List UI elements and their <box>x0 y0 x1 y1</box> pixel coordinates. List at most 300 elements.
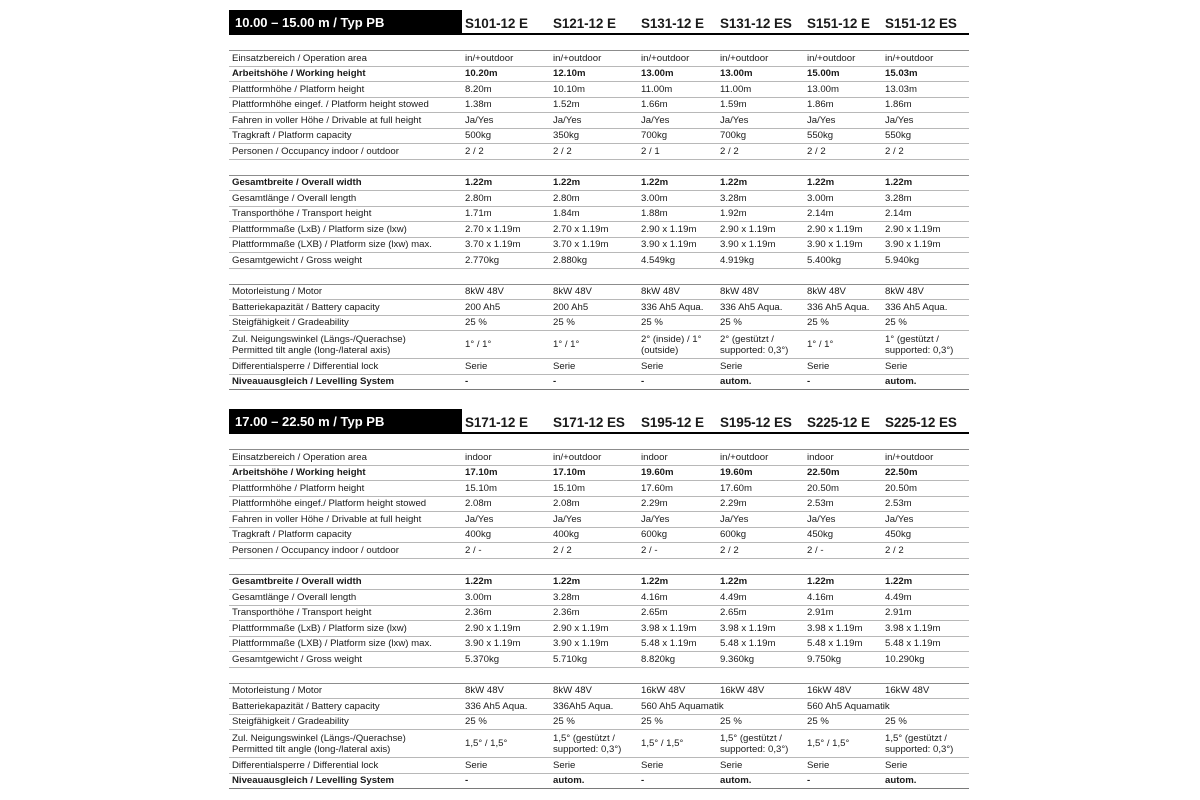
model-column-header: S171-12 E <box>462 409 551 434</box>
spec-row <box>229 590 969 606</box>
spec-value: 3.28m <box>553 591 580 603</box>
spec-value: 2.29m <box>641 498 668 509</box>
spec-value: 5.940kg <box>885 254 920 266</box>
spec-value: Ja/Yes <box>807 114 836 126</box>
spec-value: 25 % <box>465 716 487 727</box>
model-column-header: S131-12 ES <box>718 10 805 35</box>
spec-value: in/+outdoor <box>720 451 769 463</box>
spec-value: 25 % <box>641 716 663 727</box>
spec-value: 600kg <box>641 529 668 540</box>
spec-value: 9.360kg <box>720 653 755 665</box>
spec-value: - <box>465 775 469 786</box>
spec-label: Plattformmaße (LXB) / Platform size (lxw) max. <box>232 239 432 250</box>
spec-value: 1.52m <box>553 99 580 110</box>
spec-row <box>229 285 969 301</box>
spec-value: autom. <box>720 775 752 786</box>
spec-value: 2 / - <box>641 544 658 556</box>
spec-value: 8kW 48V <box>465 685 504 696</box>
spec-label: Transporthöhe / Transport height <box>232 208 372 219</box>
spec-value: 1° / 1° <box>807 339 834 350</box>
spec-value: 500kg <box>465 130 492 141</box>
spec-value: 1,5° / 1,5° <box>641 738 684 749</box>
spec-value: 13.03m <box>885 83 917 95</box>
spec-label: Personen / Occupancy indoor / outdoor <box>232 145 399 157</box>
spec-value: 8kW 48V <box>553 286 592 297</box>
spec-value: 11.00m <box>720 83 752 95</box>
spec-value: 2.90 x 1.19m <box>465 622 521 634</box>
spec-value: 1,5° / 1,5° <box>807 738 850 749</box>
spec-value: - <box>641 775 645 786</box>
group-spacer <box>229 434 969 450</box>
spec-row <box>229 359 969 375</box>
spec-value: 2.08m <box>553 498 580 509</box>
spec-value: 336 Ah5 Aqua. <box>885 301 948 313</box>
spec-value: in/+outdoor <box>465 52 514 64</box>
spec-row <box>229 222 969 238</box>
spec-value: 4.16m <box>641 591 668 603</box>
spec-value: Ja/Yes <box>720 513 749 525</box>
spec-table-10-15m <box>229 10 969 390</box>
spec-value: 25 % <box>465 317 487 328</box>
spec-row <box>229 528 969 544</box>
spec-value: 1.66m <box>641 99 668 110</box>
spec-value: 336 Ah5 Aqua. <box>641 301 704 313</box>
spec-label: Tragkraft / Platform capacity <box>232 130 352 141</box>
spec-value: Ja/Yes <box>807 513 836 525</box>
spec-value: 1.22m <box>641 576 669 587</box>
spec-row <box>229 253 969 269</box>
spec-value: 2 / - <box>465 544 482 556</box>
spec-row <box>229 699 969 715</box>
spec-value: Serie <box>553 759 576 771</box>
spec-value: 12.10m <box>553 68 586 79</box>
spec-value: 2.53m <box>807 498 834 509</box>
spec-label: Plattformhöhe / Platform height <box>232 482 365 494</box>
spec-value: 17.60m <box>641 482 673 494</box>
spec-value: 550kg <box>807 130 834 141</box>
spec-value: 20.50m <box>807 482 839 494</box>
spec-row <box>229 176 969 192</box>
spec-value: 1.22m <box>720 177 748 188</box>
spec-value: 25 % <box>807 317 829 328</box>
spec-value: 3.00m <box>641 192 668 204</box>
spec-row <box>229 98 969 114</box>
spec-value: 336Ah5 Aqua. <box>553 700 614 712</box>
spec-value: Serie <box>885 759 908 771</box>
spec-value: 5.400kg <box>807 254 842 266</box>
spec-label: Gesamtlänge / Overall length <box>232 591 357 603</box>
spec-value: 4.919kg <box>720 254 755 266</box>
spec-value: 2 / 1 <box>641 145 660 157</box>
spec-value: 2 / - <box>807 544 824 556</box>
spec-value: 1.22m <box>885 576 913 587</box>
spec-value: 15.03m <box>885 68 918 79</box>
spec-value: 17.60m <box>720 482 752 494</box>
group-spacer <box>229 269 969 285</box>
spec-value: 25 % <box>553 716 575 727</box>
spec-value: 2.36m <box>553 607 580 618</box>
spec-label: Gesamtbreite / Overall width <box>232 576 362 587</box>
model-column-header: S195-12 ES <box>718 409 805 434</box>
spec-value: 1,5° (gestützt / supported: 0,3°) <box>885 732 954 755</box>
spec-value: 450kg <box>807 529 834 540</box>
spec-value: 2.70 x 1.19m <box>465 223 521 235</box>
spec-label: Niveauausgleich / Levelling System <box>232 376 395 387</box>
spec-value: 1,5° / 1,5° <box>465 738 508 749</box>
table-header-row <box>229 10 969 35</box>
spec-row <box>229 331 969 359</box>
spec-row <box>229 191 969 207</box>
spec-value: 2 / 2 <box>885 544 904 556</box>
spec-value: 16kW 48V <box>720 685 765 696</box>
spec-value: 13.00m <box>720 68 753 79</box>
spec-row <box>229 375 969 391</box>
spec-value: 3.90 x 1.19m <box>885 239 941 250</box>
spec-label: Steigfähigkeit / Gradeability <box>232 716 349 727</box>
spec-value: 3.98 x 1.19m <box>807 622 863 634</box>
spec-value: autom. <box>885 775 917 786</box>
spec-value: Ja/Yes <box>465 513 494 525</box>
spec-value: 8kW 48V <box>641 286 680 297</box>
spec-label: Einsatzbereich / Operation area <box>232 451 367 463</box>
spec-row <box>229 497 969 513</box>
spec-value: 10.290kg <box>885 653 925 665</box>
spec-value: 4.16m <box>807 591 834 603</box>
spec-value: 3.90 x 1.19m <box>720 239 776 250</box>
spec-value: 1.22m <box>465 576 493 587</box>
spec-value: 2.08m <box>465 498 492 509</box>
spec-value: 17.10m <box>553 467 586 478</box>
spec-value: in/+outdoor <box>885 52 934 64</box>
spec-value: 3.28m <box>720 192 747 204</box>
spec-value: 10.20m <box>465 68 498 79</box>
spec-value: Ja/Yes <box>885 513 914 525</box>
spec-value: Serie <box>807 759 830 771</box>
spec-value: 5.48 x 1.19m <box>807 638 863 649</box>
spec-value: 550kg <box>885 130 912 141</box>
spec-value: 2.90 x 1.19m <box>641 223 697 235</box>
spec-value: 15.00m <box>807 68 840 79</box>
spec-value: 2.80m <box>553 192 580 204</box>
spec-value: 2 / 2 <box>720 544 739 556</box>
spec-label: Plattformhöhe / Platform height <box>232 83 365 95</box>
spec-value: in/+outdoor <box>641 52 690 64</box>
spec-row <box>229 144 969 160</box>
spec-label: Gesamtlänge / Overall length <box>232 192 357 204</box>
spec-row <box>229 207 969 223</box>
spec-value: 16kW 48V <box>807 685 852 696</box>
spec-value: 2 / 2 <box>465 145 484 157</box>
spec-row <box>229 67 969 83</box>
spec-label: Niveauausgleich / Levelling System <box>232 775 395 786</box>
spec-value: Serie <box>720 759 743 771</box>
spec-value: 2 / 2 <box>807 145 826 157</box>
spec-value: 2 / 2 <box>553 544 572 556</box>
spec-value: 1° (gestützt / supported: 0,3°) <box>885 333 954 356</box>
spec-value: 10.10m <box>553 83 585 95</box>
spec-label: Plattformmaße (LXB) / Platform size (lxw) max. <box>232 638 432 649</box>
spec-row <box>229 606 969 622</box>
spec-value: 3.90 x 1.19m <box>465 638 521 649</box>
spec-value: 1.92m <box>720 208 747 219</box>
spec-value: 8kW 48V <box>553 685 592 696</box>
spec-label: Differentialsperre / Differential lock <box>232 759 379 771</box>
spec-row <box>229 621 969 637</box>
spec-value: in/+outdoor <box>553 52 602 64</box>
spec-value: 5.48 x 1.19m <box>885 638 941 649</box>
spec-row <box>229 129 969 145</box>
spec-label-line: Permitted tilt angle (long-/lateral axis) <box>232 743 391 755</box>
spec-label: Gesamtbreite / Overall width <box>232 177 362 188</box>
spec-value: 8.820kg <box>641 653 676 665</box>
spec-label <box>229 733 462 755</box>
spec-value: 336 Ah5 Aqua. <box>807 301 870 313</box>
spec-value: 4.49m <box>885 591 912 603</box>
spec-value: 1.22m <box>641 177 669 188</box>
spec-value: 5.48 x 1.19m <box>641 638 697 649</box>
spec-value: 2.91m <box>807 607 834 618</box>
model-column-header: S225-12 E <box>805 409 883 434</box>
spec-value: 25 % <box>720 716 742 727</box>
spec-value: 11.00m <box>641 83 673 95</box>
table-title: 10.00 – 15.00 m / Typ PB <box>229 10 462 35</box>
spec-value: 5.48 x 1.19m <box>720 638 776 649</box>
spec-row <box>229 543 969 559</box>
spec-label: Plattformmaße (LxB) / Platform size (lxw) <box>232 622 407 634</box>
spec-value: 19.60m <box>641 467 674 478</box>
spec-value: - <box>641 376 645 387</box>
spec-value: 1° / 1° <box>553 339 580 350</box>
spec-value: 2.90 x 1.19m <box>807 223 863 235</box>
spec-label: Tragkraft / Platform capacity <box>232 529 352 540</box>
spec-value: 700kg <box>720 130 747 141</box>
spec-value: - <box>465 376 469 387</box>
spec-value: 1.22m <box>807 576 835 587</box>
spec-value: 336 Ah5 Aqua. <box>465 700 528 712</box>
spec-value: 3.90 x 1.19m <box>641 239 697 250</box>
model-column-header: S121-12 E <box>551 10 639 35</box>
spec-value: Ja/Yes <box>641 114 670 126</box>
spec-value: Serie <box>885 360 908 372</box>
spec-label: Plattformmaße (LxB) / Platform size (lxw) <box>232 223 407 235</box>
group-spacer <box>229 160 969 176</box>
spec-value: - <box>553 376 557 387</box>
spec-value: 3.00m <box>807 192 834 204</box>
spec-value: autom. <box>553 775 585 786</box>
spec-row <box>229 466 969 482</box>
spec-value: 22.50m <box>885 467 918 478</box>
spec-value: 2.29m <box>720 498 747 509</box>
spec-value: Serie <box>807 360 830 372</box>
spec-value: 1.59m <box>720 99 747 110</box>
spec-label-line: Permitted tilt angle (long-/lateral axis) <box>232 344 391 356</box>
spec-row <box>229 238 969 254</box>
spec-value: 2 / 2 <box>720 145 739 157</box>
spec-value: Serie <box>465 759 488 771</box>
spec-label: Differentialsperre / Differential lock <box>232 360 379 372</box>
spec-label: Fahren in voller Höhe / Drivable at full height <box>232 513 422 525</box>
spec-label: Steigfähigkeit / Gradeability <box>232 317 349 328</box>
model-column-header: S101-12 E <box>462 10 551 35</box>
spec-value: - <box>807 775 811 786</box>
spec-value: 2.65m <box>641 607 668 618</box>
spec-value: 9.750kg <box>807 653 842 665</box>
spec-value: 3.00m <box>465 591 492 603</box>
spec-value: 4.49m <box>720 591 747 603</box>
spec-value: 1,5° (gestützt / supported: 0,3°) <box>720 732 789 755</box>
spec-value: 600kg <box>720 529 747 540</box>
spec-value: 1.22m <box>807 177 835 188</box>
spec-value: Serie <box>641 759 664 771</box>
spec-value: Ja/Yes <box>465 114 494 126</box>
spec-value: 1.22m <box>553 177 581 188</box>
model-column-header: S195-12 E <box>639 409 718 434</box>
spec-label: Motorleistung / Motor <box>232 685 323 696</box>
spec-value: Ja/Yes <box>641 513 670 525</box>
spec-value: 2° (gestützt / supported: 0,3°) <box>720 333 789 356</box>
spec-value: 2.65m <box>720 607 747 618</box>
spec-value: 2.53m <box>885 498 912 509</box>
spec-value: 3.70 x 1.19m <box>553 239 609 250</box>
spec-value: 400kg <box>465 529 492 540</box>
table-header-row <box>229 409 969 434</box>
spec-value: 16kW 48V <box>885 685 930 696</box>
spec-value: 20.50m <box>885 482 917 494</box>
spec-label: Plattformhöhe eingef./ Platform height stowed <box>232 498 427 509</box>
spec-value: 2.90 x 1.19m <box>553 622 609 634</box>
spec-value: 13.00m <box>641 68 674 79</box>
spec-value: 25 % <box>885 716 907 727</box>
spec-table-17-22m <box>229 409 969 789</box>
spec-row <box>229 575 969 591</box>
spec-label-line: Zul. Neigungswinkel (Längs-/Querachse) <box>232 732 406 744</box>
spec-label: Batteriekapazität / Battery capacity <box>232 301 380 313</box>
spec-row <box>229 730 969 758</box>
spec-value: 400kg <box>553 529 580 540</box>
spec-value: - <box>807 376 811 387</box>
spec-row <box>229 652 969 668</box>
spec-value: 2.14m <box>885 208 912 219</box>
spec-value: 560 Ah5 Aquamatik <box>641 700 724 712</box>
spec-label: Gesamtgewicht / Gross weight <box>232 254 363 266</box>
group-spacer <box>229 559 969 575</box>
spec-row <box>229 684 969 700</box>
group-spacer <box>229 668 969 684</box>
spec-value: 25 % <box>720 317 742 328</box>
model-column-header: S131-12 E <box>639 10 718 35</box>
spec-row <box>229 82 969 98</box>
spec-label: Plattformhöhe eingef. / Platform height stowed <box>232 99 429 110</box>
spec-row <box>229 51 969 67</box>
spec-value: 25 % <box>807 716 829 727</box>
spec-label: Batteriekapazität / Battery capacity <box>232 700 380 712</box>
spec-value: in/+outdoor <box>553 451 602 463</box>
spec-value: 19.60m <box>720 467 753 478</box>
spec-value: 350kg <box>553 130 580 141</box>
spec-value: 1.22m <box>720 576 748 587</box>
spec-row <box>229 450 969 466</box>
spec-value: 8kW 48V <box>465 286 504 297</box>
spec-value: 1.38m <box>465 99 492 110</box>
spec-value: 8.20m <box>465 83 492 95</box>
spec-value: 25 % <box>553 317 575 328</box>
spec-value: autom. <box>720 376 752 387</box>
spec-value: 15.10m <box>553 482 585 494</box>
spec-value: 2.14m <box>807 208 834 219</box>
spec-value: Ja/Yes <box>553 513 582 525</box>
spec-label: Fahren in voller Höhe / Drivable at full height <box>232 114 422 126</box>
spec-value: 4.549kg <box>641 254 676 266</box>
spec-value: 3.98 x 1.19m <box>885 622 941 634</box>
spec-value: 13.00m <box>807 83 839 95</box>
spec-value: 17.10m <box>465 467 498 478</box>
spec-value: indoor <box>465 451 492 463</box>
spec-value: 8kW 48V <box>885 286 924 297</box>
spec-value: Serie <box>641 360 664 372</box>
spec-value: 22.50m <box>807 467 840 478</box>
spec-value: 3.90 x 1.19m <box>553 638 609 649</box>
spec-row <box>229 512 969 528</box>
spec-value: 25 % <box>641 317 663 328</box>
spec-value: 1.22m <box>553 576 581 587</box>
model-column-header: S151-12 ES <box>883 10 969 35</box>
table-title: 17.00 – 22.50 m / Typ PB <box>229 409 462 434</box>
spec-label: Arbeitshöhe / Working height <box>232 467 366 478</box>
model-column-header: S225-12 ES <box>883 409 969 434</box>
group-spacer <box>229 35 969 51</box>
spec-value: Serie <box>465 360 488 372</box>
spec-value: 2.80m <box>465 192 492 204</box>
spec-label: Arbeitshöhe / Working height <box>232 68 366 79</box>
spec-value: 1° / 1° <box>465 339 492 350</box>
spec-value: indoor <box>807 451 834 463</box>
spec-value: 1.22m <box>885 177 913 188</box>
spec-label-line: Zul. Neigungswinkel (Längs-/Querachse) <box>232 333 406 345</box>
spec-value: Serie <box>553 360 576 372</box>
spec-value: 2.880kg <box>553 254 588 266</box>
spec-value: Ja/Yes <box>553 114 582 126</box>
spec-row <box>229 758 969 774</box>
spec-value: 1,5° (gestützt / supported: 0,3°) <box>553 732 622 755</box>
spec-label: Gesamtgewicht / Gross weight <box>232 653 363 665</box>
spec-value: 2.91m <box>885 607 912 618</box>
spec-value: indoor <box>641 451 668 463</box>
spec-value: 5.370kg <box>465 653 500 665</box>
spec-value: in/+outdoor <box>720 52 769 64</box>
spec-value: 3.98 x 1.19m <box>641 622 697 634</box>
spec-label <box>229 334 462 356</box>
spec-label: Personen / Occupancy indoor / outdoor <box>232 544 399 556</box>
spec-value: in/+outdoor <box>885 451 934 463</box>
spec-value: 15.10m <box>465 482 497 494</box>
spec-value: 2 / 2 <box>553 145 572 157</box>
spec-value: Ja/Yes <box>885 114 914 126</box>
spec-label: Einsatzbereich / Operation area <box>232 52 367 64</box>
spec-value: 1.88m <box>641 208 668 219</box>
spec-row <box>229 481 969 497</box>
spec-label: Motorleistung / Motor <box>232 286 323 297</box>
spec-value: 1.86m <box>885 99 912 110</box>
spec-value: 8kW 48V <box>720 286 759 297</box>
spec-value: 16kW 48V <box>641 685 686 696</box>
model-column-header: S171-12 ES <box>551 409 639 434</box>
spec-value: 25 % <box>885 317 907 328</box>
spec-value: 2.90 x 1.19m <box>885 223 941 235</box>
spec-row <box>229 300 969 316</box>
spec-value: 450kg <box>885 529 912 540</box>
spec-value: 336 Ah5 Aqua. <box>720 301 783 313</box>
spec-value: 1.86m <box>807 99 834 110</box>
